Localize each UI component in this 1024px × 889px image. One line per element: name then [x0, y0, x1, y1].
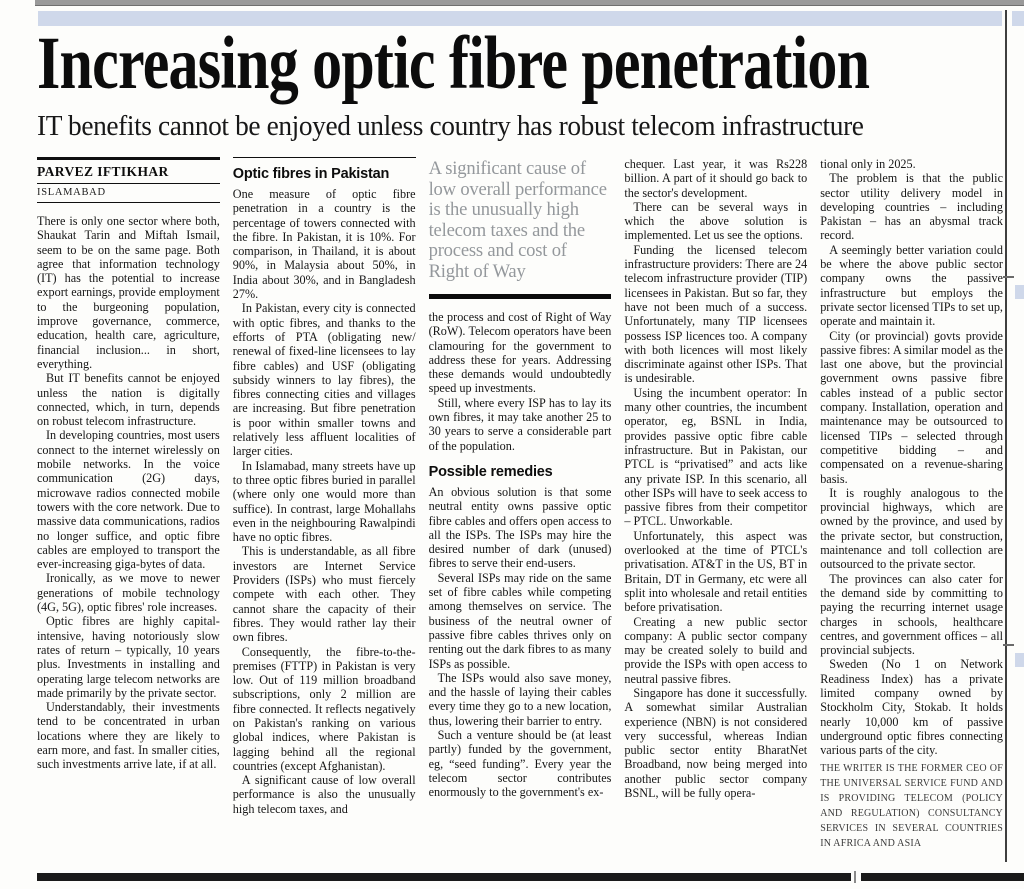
- pull-quote: A significant cause of low overall performance is the unusually high telecom taxes and the process and cost of Right of Way: [429, 157, 612, 299]
- article-paragraph: Unfortunately, this aspect was overlooked at the time of PTCL's privatisation. AT&T in the US, BT in Britain, DT in Germany, etc were all split into wholesale and retail entities before privatisation.: [624, 528, 808, 615]
- page-top-rule: [35, 0, 1024, 6]
- adjacent-content-fragment: [1003, 644, 1014, 646]
- adjacent-section-bar-fragment: [1012, 11, 1024, 26]
- article-column-5: [820, 157, 1003, 851]
- article-paragraph: Such a venture should be (at least partly) funded by the government, eg, “seed funding”. Every year the telecom sector contributes enormously to the government's ex-: [428, 728, 612, 800]
- article-body: [37, 157, 1003, 851]
- byline-location: ISLAMABAD: [37, 184, 220, 203]
- adjacent-content-fragment: [1015, 285, 1024, 299]
- article-column-2: [233, 157, 416, 851]
- bottom-rule-left: [37, 873, 851, 881]
- article-paragraph: tional only in 2025.: [820, 157, 916, 171]
- article-paragraph: Using the incumbent operator: In many other countries, the incumbent operator, eg, BSNL in India, provides passive optic fibre cable infrastructure. But in Pakistan, our PTCL is “privatised” and acts like any private ISP. In this scenario, all other ISPs will have to seek access to passive fibres from their competitor – PTCL. Unworkable.: [624, 385, 808, 529]
- article-paragraph: This is understandable, as all fibre investors are Internet Service Providers (ISPs) who must fiercely compete with each other. They cannot share the capacity of their fibres. They would rather lay their own fibres.: [232, 544, 416, 645]
- bottom-rule-gap: [854, 871, 856, 883]
- section-heading: Optic fibres in Pakistan: [233, 157, 416, 182]
- article-paragraph: Ironically, as we move to newer generations of mobile technology (4G, 5G), optic fibres' role increases.: [37, 571, 220, 615]
- article-subheadline: IT benefits cannot be enjoyed unless country has robust telecom infrastructure: [37, 111, 864, 142]
- adjacent-content-fragment: [1015, 653, 1024, 667]
- article-column-3: [429, 157, 612, 851]
- article-paragraph: In Islamabad, many streets have up to three optic fibres buried in parallel (where only one would more than suffice). In contrast, large Mohallahs even in the neighbouring Rawalpindi have no optic fibres.: [232, 458, 416, 545]
- byline-author: PARVEZ IFTIKHAR: [37, 157, 220, 184]
- article-paragraph: A significant cause of low overall performance is also the unusually high telecom taxes, and: [232, 773, 416, 816]
- article-column-4: [624, 157, 807, 851]
- article-paragraph: It is roughly analogous to the provincial highways, which are owned by the province, and used by the private sector, but construction, maintenance and toll collection are outsourced to the private sector.: [820, 485, 1003, 572]
- bottom-rule-right: [861, 873, 1024, 881]
- article-paragraph: Creating a new public sector company: A public sector company may be created solely to build and provide the ISPs with open access to neutral passive fibres.: [624, 614, 808, 686]
- article-paragraph: The ISPs would also save money, and the hassle of laying their cables every time they go to a new location, thus, lowering their barrier to entry.: [428, 670, 612, 728]
- article-paragraph: In Pakistan, every city is connected with optic fibres, and thanks to the efforts of PTA (obligating new/ renewal of fixed-line licensees to lay fibre cables) and USF (obligating subsidy winners to lay fibres), the fibres connecting cities and villages are increasing. But fibre penetration is poor within smaller towns and relatively less affluent localities of larger cities.: [232, 301, 416, 459]
- article-paragraph: In developing countries, most users connect to the internet wirelessly on mobile networks. In the voice communication (2G) days, microwave radios connected mobile towers with the core network. Due to massive data communications, radios no longer suffice, and optic fibre cables are employed to transport the ever-increasing giga-bytes of data.: [37, 428, 220, 572]
- section-heading: Possible remedies: [428, 463, 553, 480]
- article-paragraph: Understandably, their investments tend to be concentrated in urban locations where they are likely to earn more, and fast. In smaller cities, such investments arrive late, if at all.: [37, 700, 220, 772]
- article-paragraph: Singapore has done it successfully. A somewhat similar Australian experience (NBN) is not considered very successful, whereas Indian public sector entity BharatNet Broadband, now being merged into another public sector company BSNL, will be fully opera-: [624, 685, 808, 801]
- article-paragraph: One measure of optic fibre penetration in a country is the percentage of towers connected with the fibre. In Pakistan, it is 10%. For comparison, in Thailand, it is about 90%, in Malaysia about 50%, in India about 30%, and in Bangladesh 27%.: [232, 187, 416, 302]
- article-paragraph: Optic fibres are highly capital-intensive, having notoriously slow rates of return – typically, 10 years plus. Investments in installing and operating large telecom networks are made primarily by the private sector.: [37, 614, 220, 700]
- right-column-divider: [1005, 10, 1007, 862]
- article-paragraph: Several ISPs may ride on the same set of fibre cables while competing among themselves on service. The business of the neutral owner of passive fibre cables thrives only on renting out the dark fibres to as many ISPs as possible.: [428, 570, 612, 671]
- article-paragraph: chequer. Last year, it was Rs228 billion. A part of it should go back to the sector's development.: [624, 157, 808, 200]
- article-paragraph: An obvious solution is that some neutral entity owns passive optic fibre cables and offers open access to all the ISPs. The ISPs may hire the desired number of dark (unused) fibres to serve their end-users.: [428, 484, 612, 571]
- article-paragraph: Still, where every ISP has to lay its own fibres, it may take another 25 to 30 years to serve a considerable part of the population.: [428, 395, 612, 453]
- author-credit: THE WRITER IS THE FORMER CEO OF THE UNIVERSAL SERVICE FUND AND IS PROVIDING TELECOM (POLICY AND REGULATION) CONSULTANCY SERVICES IN SEVERAL COUNTRIES IN AFRICA AND ASIA: [820, 763, 1003, 850]
- article-paragraph: Sweden (No 1 on Network Readiness Index) has a private limited company owned by Stockholm City, Stokab. It holds nearly 10,000 km of passive underground optic fibres connecting various parts of the city.: [820, 657, 1003, 758]
- article-column-1: [37, 157, 220, 851]
- article-paragraph: City (or provincial) govts provide passive fibres: A similar model as the last one above, but the provincial government owns passive fibre cables instead of a public sector company. Installation, operation and maintenance may be outsourced to licensed TIPs – selected through competitive bidding – and compensated on a revenue-sharing basis.: [820, 328, 1003, 486]
- article-paragraph: But IT benefits cannot be enjoyed unless the nation is digitally connected, which, in turn, depends on robust telecom infrastructure.: [37, 371, 220, 429]
- article-headline: Increasing optic fibre penetration: [37, 22, 870, 105]
- article-paragraph: Consequently, the fibre-to-the-premises (FTTP) in Pakistan is very low. Out of 119 million broadband subscriptions, only 2 million are fibre connected. It reflects negatively on Pakistan's ranking on various global indices, where Pakistan is lagging behind all the regional countries (except Afghanistan).: [232, 644, 416, 773]
- article-paragraph: Funding the licensed telecom infrastructure providers: There are 24 telecom infrastructure provider (TIP) licensees in Pakistan. But so far, they have not been much of a success. Unfortunately, many TIP licensees possess ISP licences too. A company with both licences will most likely discriminate against other ISPs. That is undesirable.: [624, 242, 808, 386]
- adjacent-content-fragment: [1003, 276, 1014, 278]
- article-paragraph: There is only one sector where both, Shaukat Tarin and Miftah Ismail, seem to be on the same page. Both agree that information technology (IT) has the potential to increase export earnings, provide employment to the burgeoning population, improve governance, commerce, education, health care, agriculture, financial inclusion... in short, everything.: [37, 214, 220, 371]
- article-paragraph: The problem is that the public sector utility delivery model in developing countries – including Pakistan – has an abysmal track record.: [820, 171, 1003, 243]
- article-paragraph: There can be several ways in which the above solution is implemented. Let us see the options.: [624, 199, 808, 243]
- article-paragraph: The provinces can also cater for the demand side by committing to paying the recurring internet usage charges in schools, healthcare centres, and government offices – all provincial subjects.: [820, 571, 1003, 658]
- article-paragraph: the process and cost of Right of Way (RoW). Telecom operators have been clamouring for the government to address these for years. Addressing these demands would undoubtedly speed up investments.: [428, 310, 612, 396]
- article-paragraph: A seemingly better variation could be where the above public sector company owns the passive infrastructure but employs the private sector licensed TIPs to set up, operate and maintain it.: [820, 242, 1003, 329]
